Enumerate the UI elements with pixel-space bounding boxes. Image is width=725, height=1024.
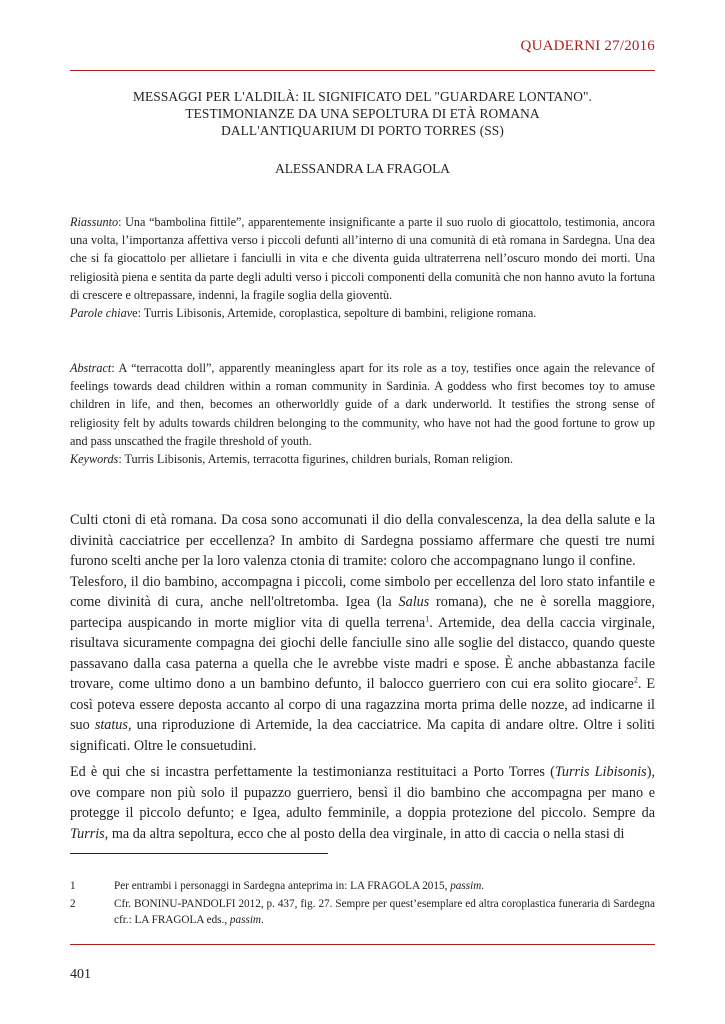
journal-header: QUADERNI 27/2016: [520, 38, 655, 54]
text-run: Telesforo, il dio bambino, accompagna i piccoli, come simbolo per eccellenza del loro stato infantile e come divinità di cura, anche nell'oltretomba. Igea (la: [70, 573, 655, 610]
keywords-text: : Turris Libisonis, Artemis, terracotta figurines, children burials, Roman religion.: [118, 452, 513, 467]
text-run: .: [481, 880, 485, 892]
footnote-text: [114, 878, 655, 894]
italic-term: Turris: [70, 825, 105, 842]
text-run: romana), che ne è sorella maggiore, partecipa auspicando in morte miglior vita di quella terrena: [70, 594, 655, 631]
article-title: [70, 88, 655, 139]
text-run: ), ove compare non più solo il pupazzo guerriero, bensì il dio bambino che accompagna per mano e protegge il piccolo defunto; e Igea, adulto femminile, a doppia protezione del piccolo. Sempre da: [70, 764, 655, 821]
text-run: , una riproduzione di Artemide, la dea cacciatrice. Ma capita di andare oltre. Oltre i soliti significati. Oltre le consuetudini.: [70, 717, 655, 754]
footnote-ref-2[interactable]: 2: [633, 675, 638, 685]
header-rule: [70, 70, 655, 71]
text-run: .: [261, 914, 264, 926]
footnote-number: 1: [70, 880, 76, 892]
footnote-ref-1[interactable]: 1: [425, 613, 430, 623]
abstract-paragraph: [70, 359, 655, 450]
abstract-block: [70, 359, 655, 468]
text-run: Ed è qui che si incastra perfettamente la testimonianza restituitaci a Porto Torres (: [70, 764, 555, 780]
riassunto-label: Riassunto: [70, 215, 119, 229]
footnote-2: [70, 896, 655, 928]
body-section-2: [70, 762, 655, 844]
italic-term: passim: [229, 914, 262, 926]
parole-chiave-label: Parole chiav: [70, 306, 133, 321]
parole-chiave-text: e: Turris Libisonis, Artemide, coroplastica, sepolture di bambini, religione romana.: [132, 306, 537, 321]
footnotes: [70, 878, 655, 930]
keywords-label: Keywords: [70, 452, 119, 467]
abstract-text: : A “terracotta doll”, apparently meaningless apart for its role as a toy, testifies once again the relevance of feelings towards dead children within a roman community in Sardinia. A goddess who first becomes toy to amuse children in life, and then, becomes an otherworldly guide of a dark underworld. It testifies the strong sense of religiosity felt by adults towards children belonging to the community, who have not had the good fortune to grow up and pass unscathed the fragile threshold of youth.: [70, 361, 655, 448]
text-run: Cfr. BONINU-PANDOLFI 2012, p. 437, fig. 27. Sempre per quest’esemplare ed altra coroplastica funeraria di Sardegna cfr.: LA FRAGOLA eds.,: [114, 898, 655, 926]
title-line-3: DALL'ANTIQUARIUM DI PORTO TORRES (SS): [221, 123, 504, 138]
footnote-text: [114, 896, 655, 928]
text-run: . E così poteva essere deposta accanto al corpo di una ragazzina morta prima delle nozze, ad indicarne il suo: [70, 676, 655, 733]
body-paragraph-1: Culti ctoni di età romana. Da cosa sono accomunati il dio della convalescenza, la dea della salute e la divinità cacciatrice per eccellenza? In ambito di Sardegna possiamo affermare che questi tre numi furono scelti anche per la loro valenza ctonia di tramite: coloro che accompagnano lungo il confine.: [70, 512, 655, 569]
parole-chiave-paragraph: [70, 304, 655, 322]
footnote-1: [70, 878, 655, 894]
body-section-1: [70, 510, 655, 756]
abstract-label: Abstract: [70, 361, 112, 375]
footer-rule: [70, 944, 655, 945]
text-run: Per entrambi i personaggi in Sardegna anteprima in: LA FRAGOLA 2015,: [114, 880, 451, 892]
riassunto-block: [70, 213, 655, 322]
italic-term: Salus: [398, 594, 430, 610]
italic-term: Turris Libisonis: [554, 764, 647, 780]
riassunto-paragraph: [70, 213, 655, 304]
footnote-separator: [70, 853, 328, 854]
body-paragraph-3: [70, 762, 655, 844]
keywords-paragraph: [70, 450, 655, 468]
italic-term: passim: [450, 880, 482, 892]
body-paragraph-2: [70, 572, 655, 757]
text-run: . Artemide, dea della caccia virginale, risultava sicuramente compagna dei giochi delle fanciulle sino alle soglie del distacco, quando queste passavano dalla casa paterna a quella che le avrebbe viste madri e spose. È anche abbastanza facile trovare, come ultimo dono a un bambino defunto, il balocco guerriero con cui era solito giocare: [70, 614, 656, 692]
title-line-2: TESTIMONIANZE DA UNA SEPOLTURA DI ETÀ ROMANA: [185, 106, 540, 121]
author-name: ALESSANDRA LA FRAGOLA: [275, 161, 450, 176]
riassunto-text: : Una “bambolina fittile”, apparentemente insignificante a parte il suo ruolo di giocattolo, testimonia, ancora una volta, l’importanza affettiva verso i piccoli defunti all’interno di una comunità di età romana in Sardegna. Una dea che si fa giocattolo per allietare i fanciulli in vita e che diventa guida ultraterrena nell’oscuro mondo dei morti. Una religiosità piena e sentita da parte degli adulti verso i piccoli componenti della comunità che non hanno avuto la fortuna di crescere e oltrepassare, indenni, la fragile soglia della gioventù.: [70, 215, 655, 302]
page-number: 401: [70, 967, 91, 982]
title-line-1: MESSAGGI PER L'ALDILÀ: IL SIGNIFICATO DEL "GUARDARE LONTANO".: [132, 89, 592, 104]
text-run: , ma da altra sepoltura, ecco che al posto della dea virginale, in atto di caccia o nella stasi di: [104, 825, 625, 842]
italic-term: status: [94, 717, 128, 733]
footnote-number: 2: [70, 898, 76, 910]
